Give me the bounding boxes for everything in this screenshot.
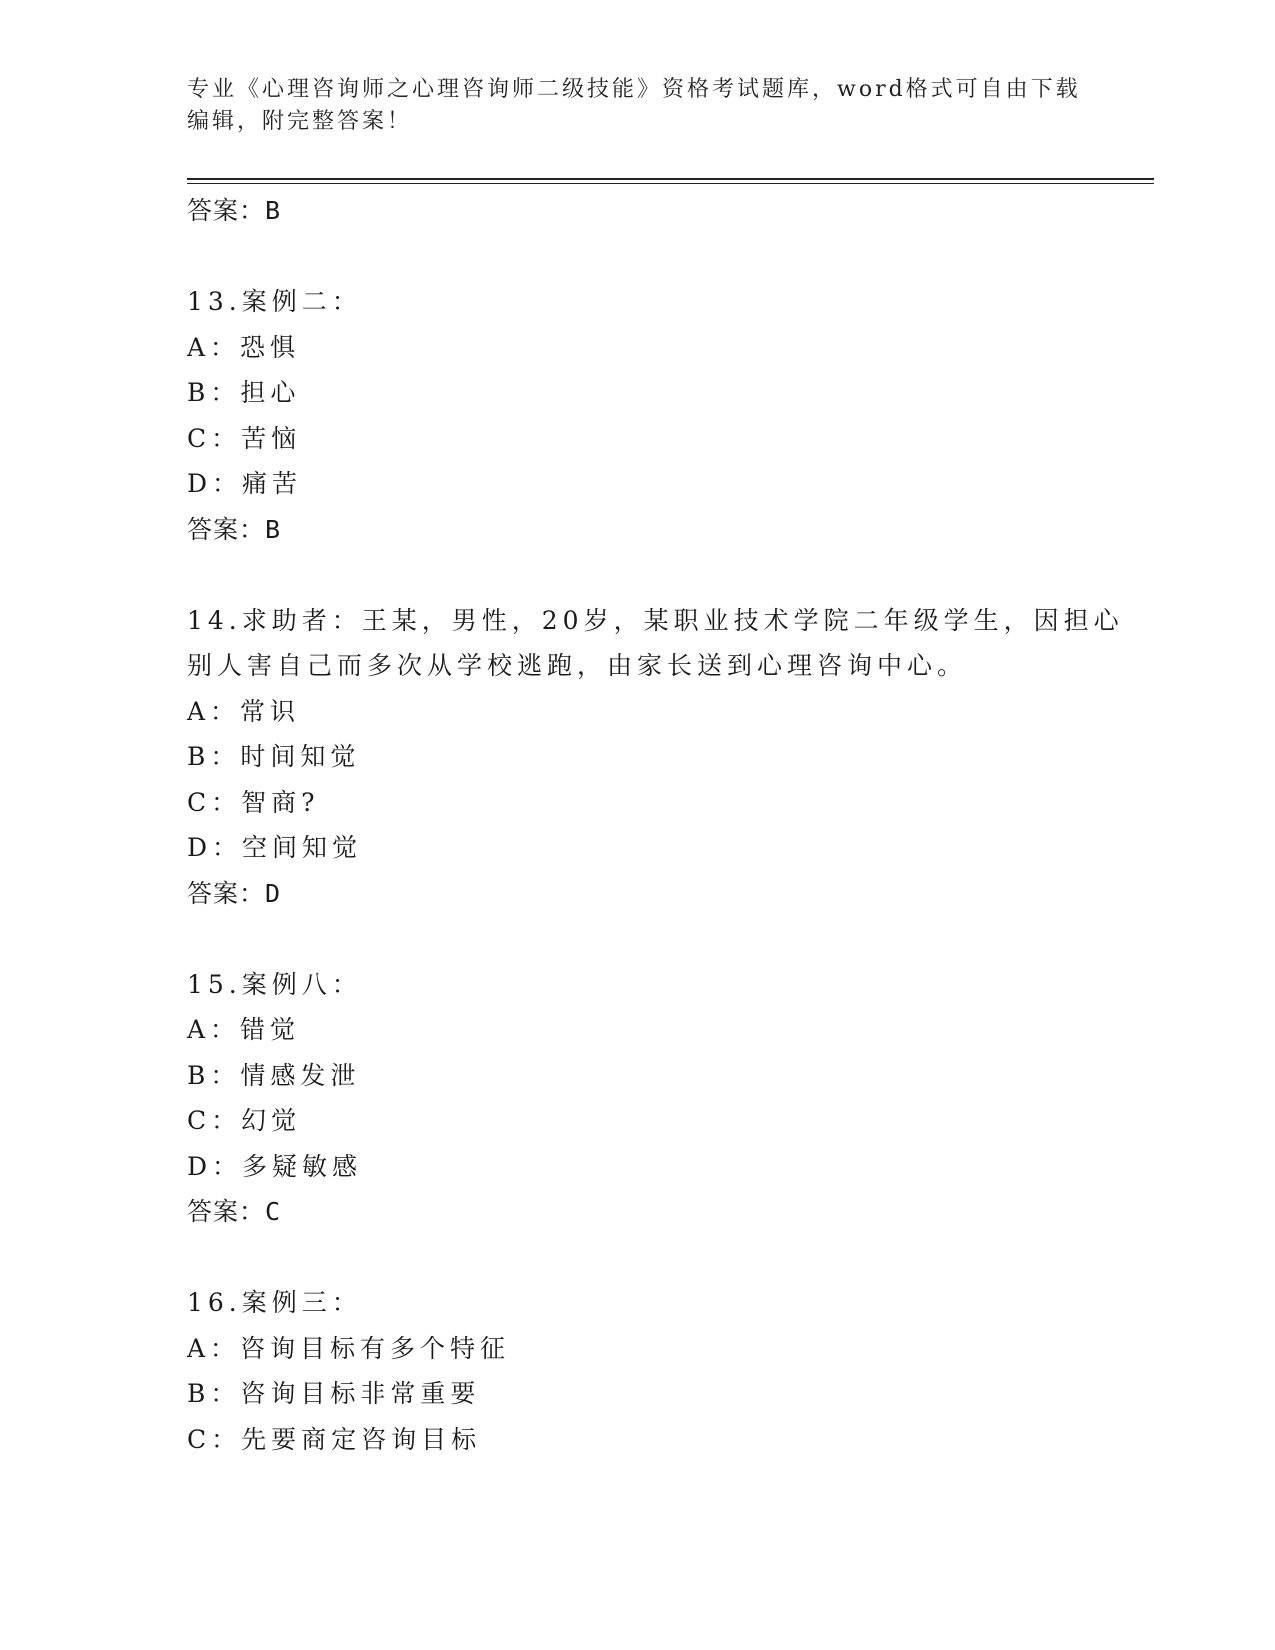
- option-d: D：痛苦: [187, 469, 303, 498]
- option-b: B：担心: [187, 378, 301, 407]
- header-line-2: 编辑，附完整答案！: [187, 109, 413, 134]
- question-list: [187, 188, 1137, 1462]
- question-title: 13.案例二：: [187, 287, 362, 316]
- question-block-16: [187, 1280, 1137, 1462]
- question-title-line-2: 别人害自己而多次从学校逃跑，由家长送到心理咨询中心。: [187, 651, 968, 680]
- answer-value: D: [265, 878, 282, 908]
- answer-label: 答案：: [187, 878, 266, 908]
- answer-label: 答案：: [187, 196, 266, 225]
- option-b: B：咨询目标非常重要: [187, 1379, 481, 1408]
- option-b: B：情感发泄: [187, 1060, 361, 1090]
- question-title: 15.案例八：: [187, 969, 362, 999]
- answer-value: C: [265, 1197, 282, 1226]
- answer-line: [187, 188, 1137, 234]
- option-a: A：咨询目标有多个特征: [187, 1333, 511, 1363]
- option-a: A：常识: [187, 696, 301, 726]
- option-d: D：多疑敏感: [187, 1151, 363, 1181]
- option-c: C：幻觉: [187, 1106, 302, 1135]
- option-a: A：恐惧: [187, 332, 301, 362]
- header-rule-thin: [187, 183, 1154, 184]
- option-d: D：空间知觉: [187, 833, 363, 862]
- answer-label: 答案：: [187, 514, 266, 544]
- answer-line: [187, 1189, 1137, 1235]
- option-a: A：错觉: [187, 1015, 301, 1044]
- question-block-15: [187, 962, 1137, 1235]
- header-line-1: 专业《心理咨询师之心理咨询师二级技能》资格考试题库，word格式可自由下载: [187, 77, 1081, 102]
- question-block-13: [187, 279, 1137, 552]
- option-b: B：时间知觉: [187, 742, 361, 771]
- header-rule-thick: [187, 178, 1154, 180]
- answer-value: B: [265, 514, 282, 544]
- spacer: [187, 1235, 1137, 1281]
- spacer: [187, 552, 1137, 598]
- option-c: C：先要商定咨询目标: [187, 1424, 482, 1454]
- option-c: C：智商?: [187, 787, 320, 817]
- question-title-line-1: 14.求助者：王某，男性，20岁，某职业技术学院二年级学生，因担心: [187, 605, 1124, 635]
- answer-line: [187, 871, 1137, 917]
- answer-label: 答案：: [187, 1197, 266, 1226]
- question-block-14: [187, 598, 1137, 917]
- spacer: [187, 234, 1137, 280]
- document-header: [187, 74, 1087, 138]
- spacer: [187, 916, 1137, 962]
- question-title: 16.案例三：: [187, 1288, 362, 1317]
- option-c: C：苦恼: [187, 423, 302, 453]
- answer-line: [187, 507, 1137, 553]
- answer-value: B: [265, 196, 282, 225]
